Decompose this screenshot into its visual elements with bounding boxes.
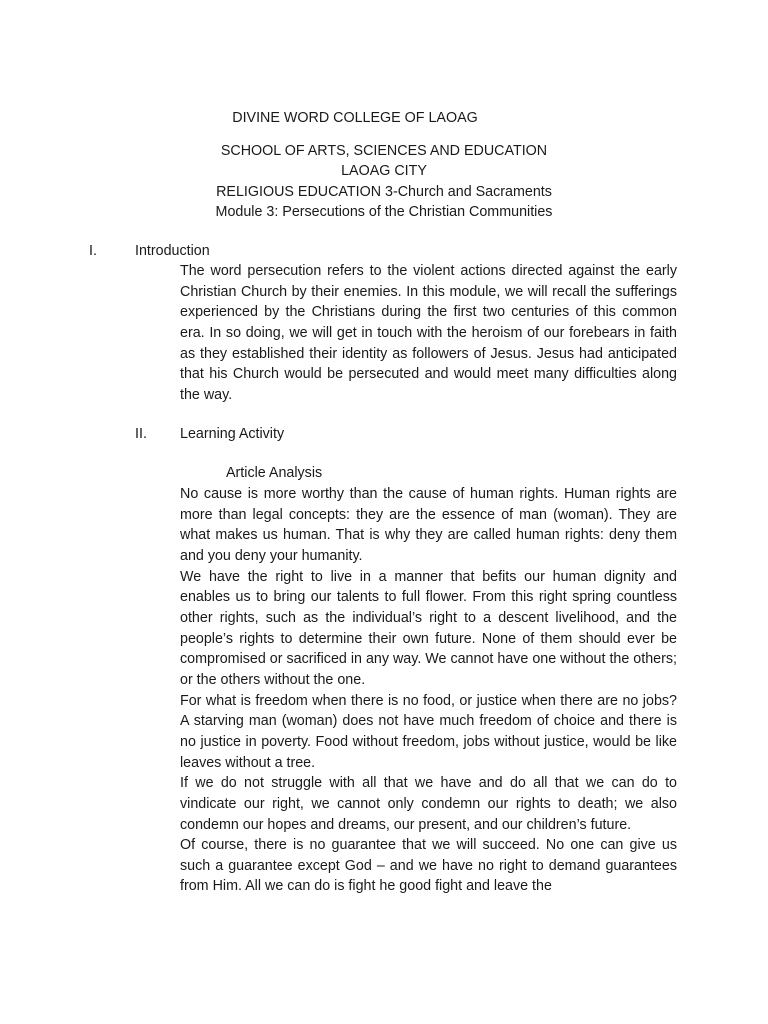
paragraph: No cause is more worthy than the cause of human rights. Human rights are more than legal concepts: they are the essence of man (woman). They are what makes us human. That is why they are called human rights: deny them and you deny your humanity. xyxy=(180,486,677,564)
section-2-title: Learning Activity xyxy=(180,426,285,442)
course-title: RELIGIOUS EDUCATION 3-Church and Sacraments xyxy=(216,184,552,200)
paragraph: The word persecution refers to the violent actions directed against the early Christian Church by their enemies. In this module, we will recall the sufferings experienced by the Christians during the first two centuries of this common era. In so doing, we will get in touch with the heroism of our forebears in faith as they established their identity as followers of Jesus. Jesus had anticipated that his Church would be persecuted and would meet many difficulties along the way. xyxy=(180,263,677,403)
section-2-body xyxy=(180,484,677,897)
college-name: DIVINE WORD COLLEGE OF LAOAG xyxy=(232,110,478,126)
section-2-number: II. xyxy=(135,426,147,442)
article-analysis-heading: Article Analysis xyxy=(226,465,323,481)
section-1-number: I. xyxy=(89,243,97,259)
school-name: SCHOOL OF ARTS, SCIENCES AND EDUCATION xyxy=(220,143,548,159)
city-name: LAOAG CITY xyxy=(341,163,427,179)
section-1-body xyxy=(180,261,677,406)
paragraph: For what is freedom when there is no food, or justice when there are no jobs? A starving man (woman) does not have much freedom of choice and there is no justice in poverty. Food without freedom, jobs without justice, would be like leaves without a tree. xyxy=(180,692,677,771)
section-1-title: Introduction xyxy=(135,243,210,259)
module-title: Module 3: Persecutions of the Christian Communities xyxy=(215,204,553,220)
paragraph: If we do not struggle with all that we have and do all that we can do to vindicate our right, we cannot only condemn our rights to death; we also condemn our hopes and dreams, our present, and our children’s future. xyxy=(180,775,677,833)
paragraph: Of course, there is no guarantee that we will succeed. No one can give us such a guarantee except God – and we have no right to demand guarantees from Him. All we can do is fight he good fight and leave the xyxy=(180,837,677,895)
paragraph: We have the right to live in a manner that befits our human dignity and enables us to bring our talents to full flower. From this right spring countless other rights, such as the individual’s right to a descent livelihood, and the people’s rights to determine their own future. None of them should ever be compromised or sacrificed in any way. We cannot have one without the others; or the others without the one. xyxy=(180,568,677,688)
